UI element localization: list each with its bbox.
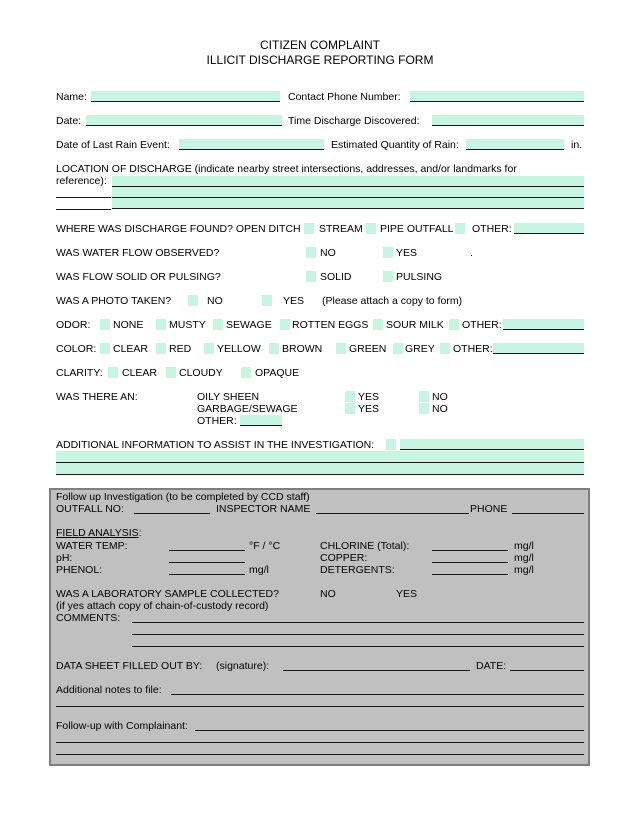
color-yellow-checkbox[interactable] [204, 343, 214, 354]
color-green-checkbox[interactable] [336, 343, 346, 354]
pulsing-label: PULSING [396, 271, 443, 283]
color-red-checkbox[interactable] [156, 343, 166, 354]
color-red-label: RED [169, 343, 192, 355]
odor-rotten-eggs-label: ROTTEN EGGS [292, 319, 369, 331]
detergents-line[interactable] [432, 574, 508, 575]
rain-quantity-label: Estimated Quantity of Rain: [331, 139, 459, 151]
open-ditch-checkbox[interactable] [304, 223, 314, 234]
water-flow-yes-label: YES [396, 247, 418, 259]
additional-notes-line-2[interactable] [56, 706, 584, 707]
signature-line[interactable] [283, 670, 470, 671]
ph-label: pH: [56, 552, 73, 564]
clarity-opaque-label: OPAQUE [255, 367, 300, 379]
oily-sheen-yes-label: YES [358, 391, 380, 403]
inspector-name-line[interactable] [316, 513, 469, 514]
signature-label: (signature): [216, 660, 270, 672]
form-title: CITIZEN COMPLAINT [259, 38, 380, 52]
oily-sheen-no-checkbox[interactable] [419, 391, 429, 402]
clarity-clear-checkbox[interactable] [108, 367, 118, 378]
comments-line-3[interactable] [132, 646, 584, 647]
where-other-label: OTHER: [472, 223, 512, 235]
phenol-unit: mg/l [249, 564, 269, 576]
additional-notes-label: Additional notes to file: [56, 684, 162, 696]
odor-other-field[interactable] [503, 319, 584, 330]
water-temp-label: WATER TEMP: [56, 540, 128, 552]
temp-units: °F / °C [249, 540, 281, 552]
name-field[interactable] [91, 91, 280, 102]
followup-title: Follow up Investigation (to be completed by CCD staff) [56, 491, 310, 503]
odor-rotten-eggs-checkbox[interactable] [280, 319, 290, 330]
clarity-cloudy-label: CLOUDY [179, 367, 223, 379]
lab-sample-label: WAS A LABORATORY SAMPLE COLLECTED? [56, 588, 279, 600]
date-label: Date: [56, 115, 82, 127]
was-there-other-label: OTHER: [197, 415, 237, 427]
photo-label: WAS A PHOTO TAKEN? [56, 295, 172, 307]
color-grey-checkbox[interactable] [393, 343, 403, 354]
chain-of-custody-note: (if yes attach copy of chain-of-custody record) [56, 600, 269, 612]
chlorine-label: CHLORINE (Total): [320, 540, 410, 552]
name-label: Name: [56, 91, 87, 103]
photo-no-label: NO [207, 295, 223, 307]
date-field[interactable] [86, 115, 282, 126]
color-yellow-label: YELLOW [217, 343, 261, 355]
copper-unit: mg/l [514, 552, 534, 564]
time-discovered-field[interactable] [432, 115, 584, 126]
color-clear-label: CLEAR [113, 343, 149, 355]
photo-yes-label: YES [283, 295, 305, 307]
additional-info-field-3[interactable] [56, 463, 584, 475]
oily-sheen-label: OILY SHEEN [197, 391, 260, 403]
chlorine-line[interactable] [432, 550, 508, 551]
water-flow-label: WAS WATER FLOW OBSERVED? [56, 247, 220, 259]
odor-sewage-checkbox[interactable] [213, 319, 223, 330]
odor-sour-milk-label: SOUR MILK [386, 319, 444, 331]
odor-label: ODOR: [56, 319, 91, 331]
color-other-field[interactable] [493, 343, 584, 354]
garbage-yes-label: YES [358, 403, 380, 415]
oily-sheen-yes-checkbox[interactable] [345, 391, 355, 402]
location-field-3[interactable] [112, 198, 584, 209]
phenol-label: PHENOL: [56, 564, 103, 576]
oily-sheen-no-label: NO [432, 391, 448, 403]
followup-complainant-label: Follow-up with Complainant: [56, 720, 188, 732]
pipe-outfall-label: PIPE OUTFALL [380, 223, 454, 235]
odor-other-label: OTHER: [462, 319, 502, 331]
color-other-checkbox[interactable] [440, 343, 450, 354]
phone-line[interactable] [512, 513, 584, 514]
pulsing-checkbox[interactable] [383, 271, 393, 282]
location-label-cont: reference): [56, 175, 107, 187]
location-field-1[interactable] [112, 176, 584, 187]
followup-complainant-line-2[interactable] [56, 742, 584, 743]
photo-note: (Please attach a copy to form) [322, 295, 463, 307]
comments-line-1[interactable] [132, 622, 584, 623]
detergents-label: DETERGENTS: [320, 564, 395, 576]
outfall-no-line[interactable] [134, 513, 210, 514]
odor-musty-label: MUSTY [169, 319, 206, 331]
copper-label: COPPER: [320, 552, 368, 564]
location-field-2[interactable] [112, 187, 584, 198]
odor-sewage-label: SEWAGE [226, 319, 272, 331]
location-line-left-1 [56, 197, 111, 198]
solid-label: SOLID [320, 271, 352, 283]
odor-none-checkbox[interactable] [100, 319, 110, 330]
stray-period: . [470, 247, 473, 259]
additional-info-field-2[interactable] [56, 451, 584, 463]
clarity-cloudy-checkbox[interactable] [166, 367, 176, 378]
additional-notes-line-1[interactable] [171, 694, 584, 695]
time-discovered-label: Time Discharge Discovered: [288, 115, 420, 127]
detergents-unit: mg/l [514, 564, 534, 576]
contact-phone-field[interactable] [410, 91, 584, 102]
contact-phone-label: Contact Phone Number: [288, 91, 401, 103]
followup-complainant-line-3[interactable] [56, 754, 584, 755]
was-there-label: WAS THERE AN: [56, 391, 138, 403]
comments-line-2[interactable] [132, 634, 584, 635]
location-line-left-2 [56, 209, 111, 210]
photo-yes-checkbox[interactable] [262, 295, 272, 306]
water-flow-no-checkbox[interactable] [306, 247, 316, 258]
field-analysis-text: FIELD ANALYSIS [56, 527, 139, 539]
odor-other-checkbox[interactable] [449, 319, 459, 330]
last-rain-field[interactable] [179, 139, 324, 150]
water-flow-yes-checkbox[interactable] [383, 247, 393, 258]
odor-musty-checkbox[interactable] [156, 319, 166, 330]
water-temp-line[interactable] [169, 550, 245, 551]
color-grey-label: GREY [405, 343, 435, 355]
staff-date-line[interactable] [510, 670, 584, 671]
color-label: COLOR: [56, 343, 97, 355]
clarity-clear-label: CLEAR [122, 367, 158, 379]
phenol-line[interactable] [169, 574, 245, 575]
followup-complainant-line-1[interactable] [195, 730, 584, 731]
data-sheet-label: DATA SHEET FILLED OUT BY: [56, 660, 203, 672]
comments-label: COMMENTS: [56, 612, 121, 624]
pipe-outfall-checkbox[interactable] [455, 223, 465, 234]
additional-info-field-1[interactable] [400, 439, 584, 450]
chlorine-unit: mg/l [514, 540, 534, 552]
photo-no-checkbox[interactable] [188, 295, 198, 306]
garbage-no-label: NO [432, 403, 448, 415]
lab-sample-no[interactable]: NO [320, 588, 336, 600]
water-flow-no-label: NO [320, 247, 336, 259]
additional-info-label: ADDITIONAL INFORMATION TO ASSIST IN THE INVESTIGATION: [56, 439, 375, 451]
color-brown-checkbox[interactable] [269, 343, 279, 354]
garbage-no-checkbox[interactable] [419, 403, 429, 414]
odor-sour-milk-checkbox[interactable] [373, 319, 383, 330]
phone-label: PHONE [470, 503, 508, 515]
last-rain-label: Date of Last Rain Event: [56, 139, 170, 151]
field-analysis-heading [56, 527, 142, 539]
clarity-label: CLARITY: [56, 367, 103, 379]
where-found-label: WHERE WAS DISCHARGE FOUND? OPEN DITCH [56, 223, 301, 235]
location-label: LOCATION OF DISCHARGE (indicate nearby street intersections, addresses, and/or landmarks for [56, 163, 517, 175]
garbage-yes-checkbox[interactable] [345, 403, 355, 414]
additional-info-checkbox[interactable] [386, 439, 396, 450]
stream-checkbox[interactable] [366, 223, 376, 234]
clarity-opaque-checkbox[interactable] [241, 367, 251, 378]
field-analysis-colon: : [138, 527, 142, 539]
solid-checkbox[interactable] [306, 271, 316, 282]
staff-date-label: DATE: [476, 660, 507, 672]
garbage-label: GARBAGE/SEWAGE [197, 403, 298, 415]
ph-line[interactable] [169, 562, 245, 563]
lab-sample-yes[interactable]: YES [396, 588, 418, 600]
rain-unit: in. [571, 139, 583, 151]
where-other-field[interactable] [514, 223, 584, 234]
flow-type-label: WAS FLOW SOLID OR PULSING? [56, 271, 221, 283]
rain-quantity-field[interactable] [466, 139, 564, 150]
stream-label: STREAM [319, 223, 363, 235]
copper-line[interactable] [432, 562, 508, 563]
odor-none-label: NONE [113, 319, 144, 331]
form-subtitle: ILLICIT DISCHARGE REPORTING FORM [206, 53, 434, 67]
color-other-label: OTHER: [453, 343, 493, 355]
outfall-no-label: OUTFALL NO: [56, 503, 124, 515]
color-clear-checkbox[interactable] [100, 343, 110, 354]
was-there-other-field[interactable] [240, 415, 282, 426]
inspector-name-label: INSPECTOR NAME [216, 503, 311, 515]
color-green-label: GREEN [349, 343, 387, 355]
color-brown-label: BROWN [282, 343, 323, 355]
